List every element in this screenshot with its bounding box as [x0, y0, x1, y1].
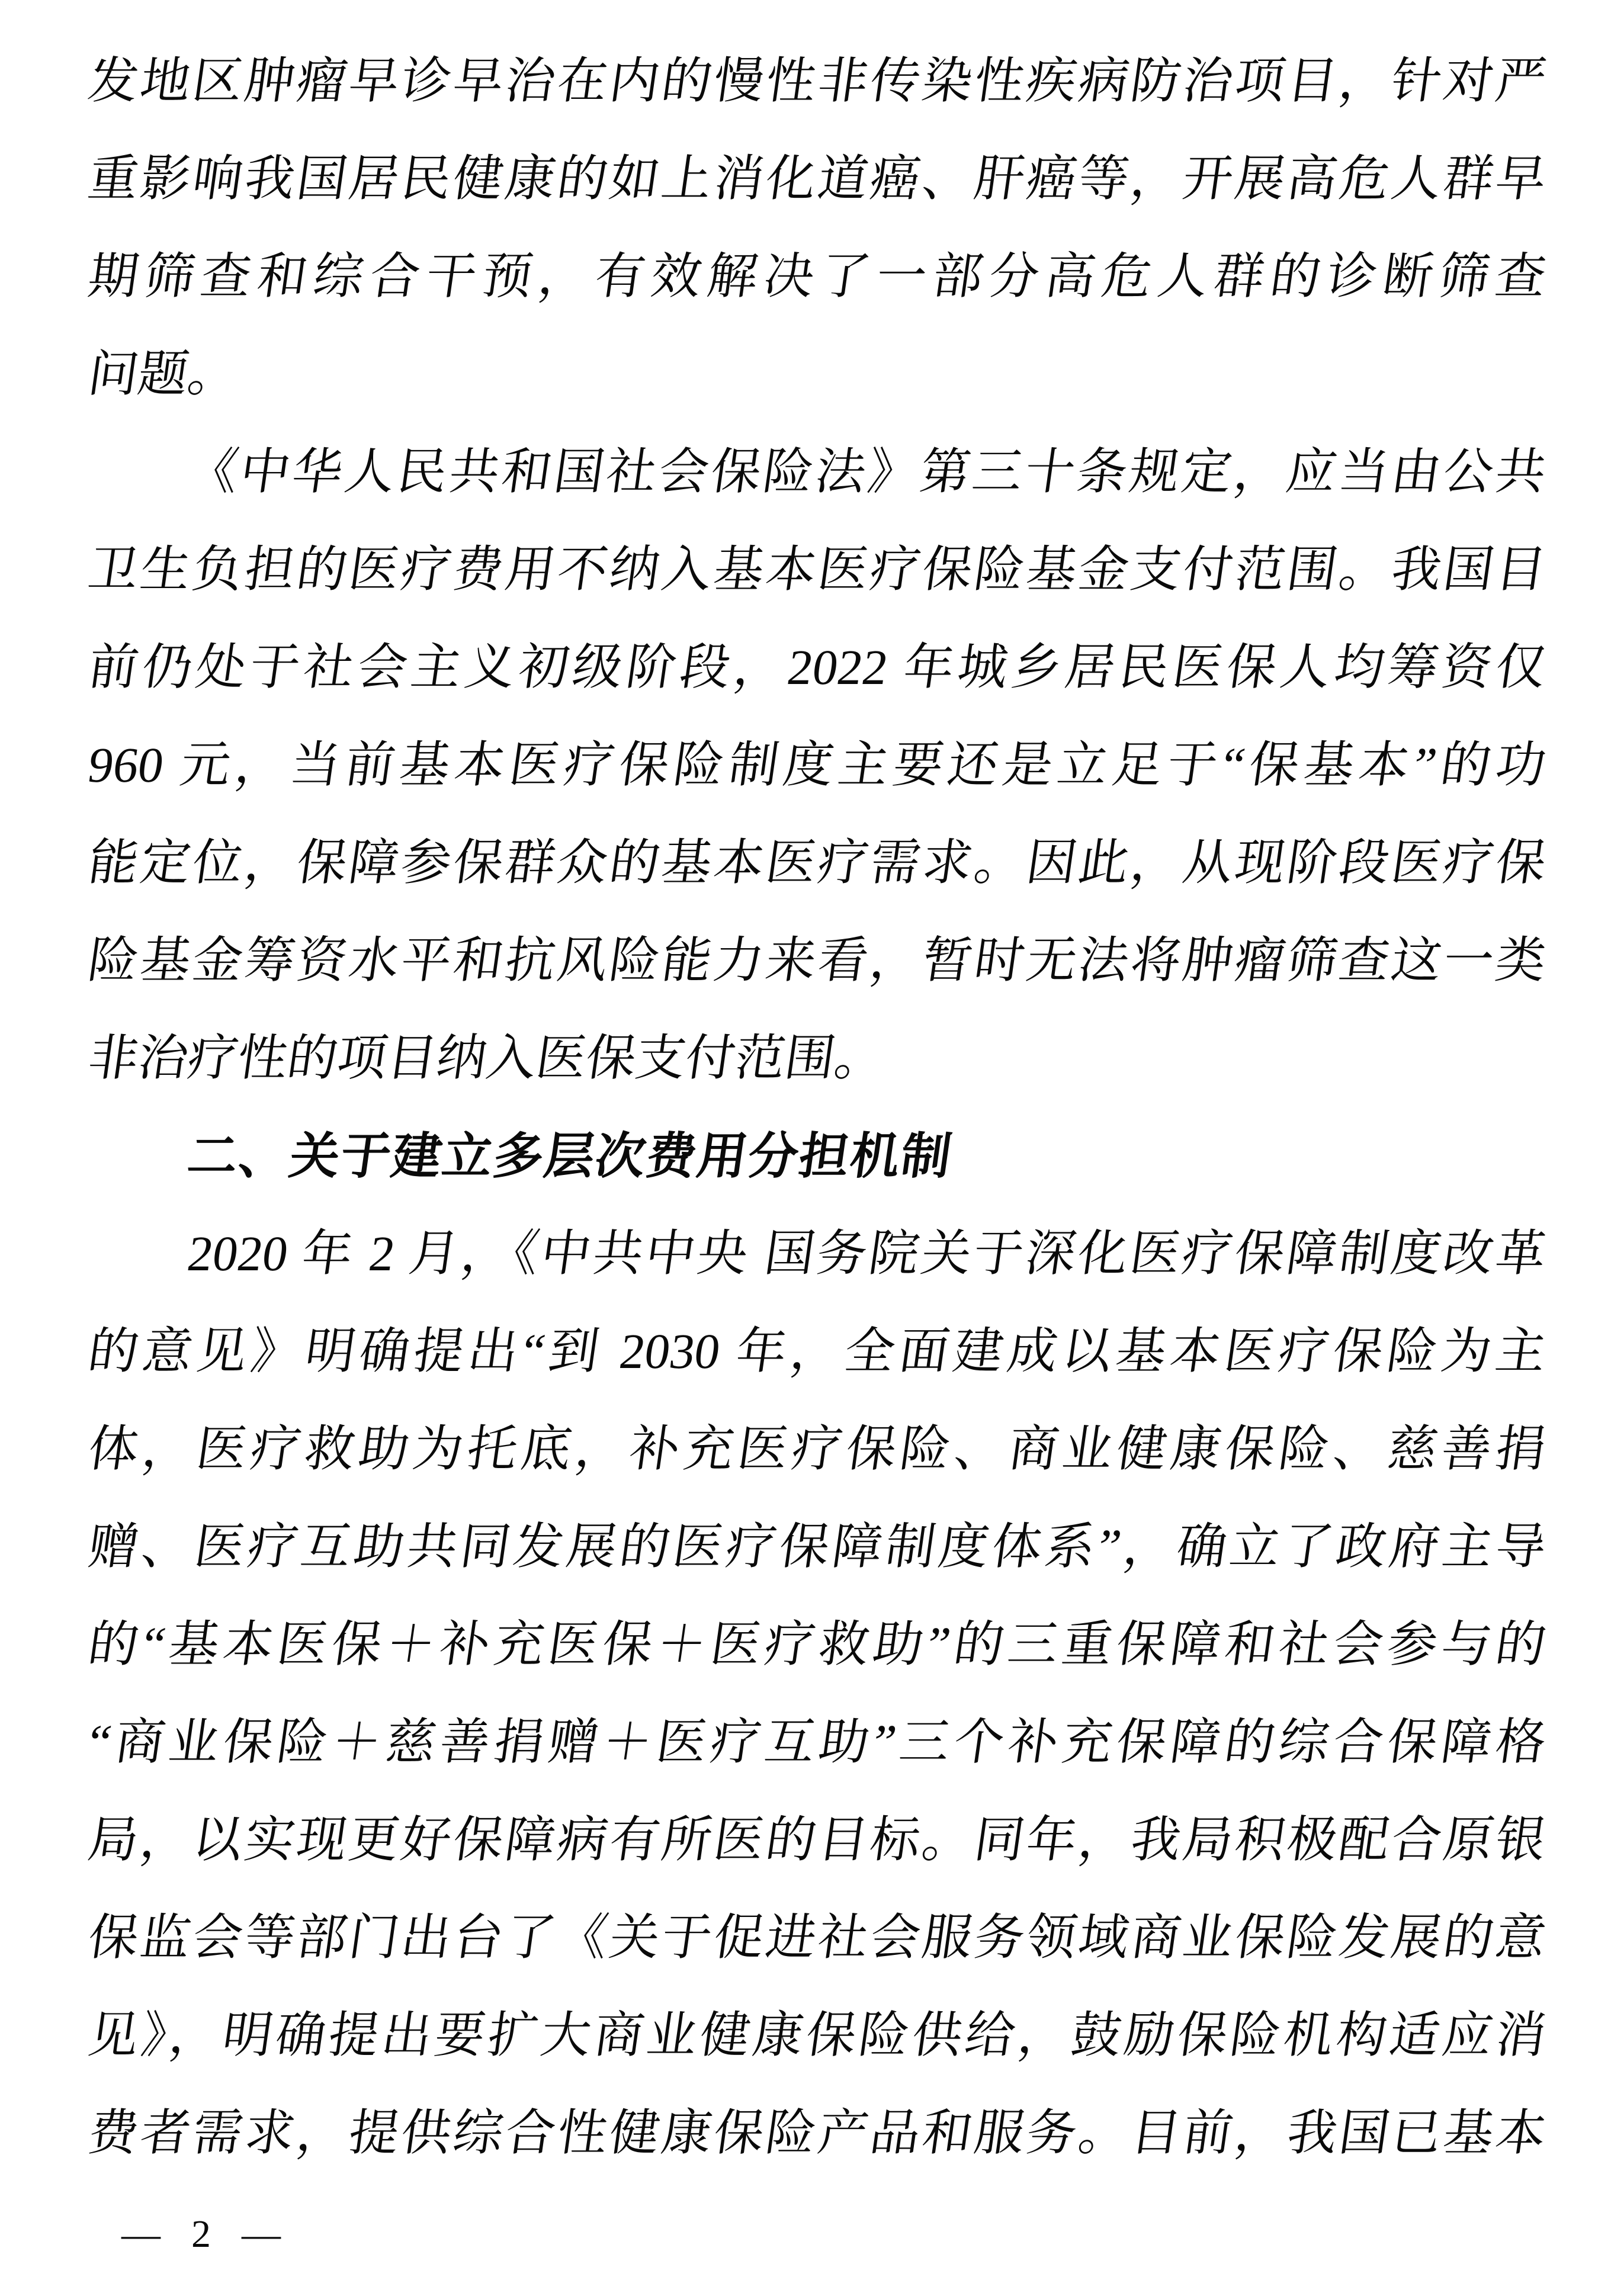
page-number: 2	[191, 2212, 211, 2256]
text-line: 期筛查和综合干预，有效解决了一部分高危人群的诊断筛查	[85, 249, 1550, 304]
text-line: 保监会等部门出台了《关于促进社会服务领域商业保险发展的意	[85, 1910, 1550, 1966]
footer-dash-left: —	[121, 2212, 161, 2256]
text-line: 卫生负担的医疗费用不纳入基本医疗保险基金支付范围。我国目	[85, 542, 1550, 598]
text-line: 问题。	[85, 347, 242, 402]
text-line: 发地区肿瘤早诊早治在内的慢性非传染性疾病防治项目，针对严	[85, 54, 1550, 109]
section-heading: 二、关于建立多层次费用分担机制	[184, 1128, 957, 1184]
text-line: 重影响我国居民健康的如上消化道癌、肝癌等，开展高危人群早	[85, 152, 1550, 207]
text-line: 体，医疗救助为托底，补充医疗保险、商业健康保险、慈善捐	[85, 1422, 1550, 1477]
text-line: 见》，明确提出要扩大商业健康保险供给，鼓励保险机构适应消	[85, 2008, 1550, 2063]
text-line: 能定位，保障参保群众的基本医疗需求。因此，从现阶段医疗保	[85, 836, 1550, 891]
text-line: 《中华人民共和国社会保险法》第三十条规定，应当由公共	[184, 445, 1550, 500]
text-line: 2020 年 2 月，《中共中央 国务院关于深化医疗保障制度改革	[184, 1226, 1550, 1282]
page-footer	[121, 2212, 281, 2257]
text-line: 费者需求，提供综合性健康保险产品和服务。目前，我国已基本	[85, 2106, 1550, 2161]
text-lines	[82, 33, 1550, 2182]
page-body	[82, 33, 1550, 2182]
text-line: 的意见》明确提出“到 2030 年，全面建成以基本医疗保险为主	[85, 1324, 1550, 1379]
text-line: 的“基本医保＋补充医保＋医疗救助”的三重保障和社会参与的	[85, 1617, 1550, 1672]
text-line: “商业保险＋慈善捐赠＋医疗互助”三个补充保障的综合保障格	[85, 1715, 1550, 1770]
text-line: 前仍处于社会主义初级阶段，2022 年城乡居民医保人均筹资仅	[85, 640, 1550, 695]
text-line: 非治疗性的项目纳入医保支付范围。	[85, 1031, 889, 1086]
text-line: 960 元，当前基本医疗保险制度主要还是立足于“保基本”的功	[85, 738, 1550, 793]
text-line: 局，以实现更好保障病有所医的目标。同年，我局积极配合原银	[85, 1813, 1550, 1868]
footer-dash-right: —	[242, 2212, 281, 2256]
text-line: 赠、医疗互助共同发展的医疗保障制度体系”，确立了政府主导	[85, 1520, 1550, 1575]
text-line: 险基金筹资水平和抗风险能力来看，暂时无法将肿瘤筛查这一类	[85, 933, 1550, 988]
